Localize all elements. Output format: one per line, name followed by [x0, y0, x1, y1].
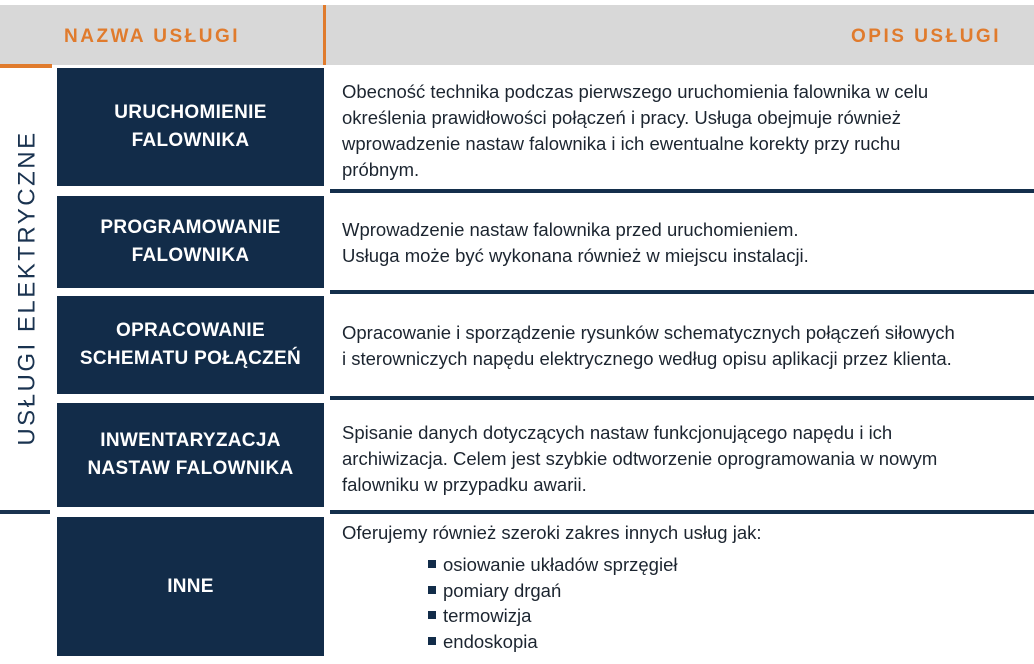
service-description-programowanie: [342, 217, 1034, 269]
service-description-inne: Oferujemy również szeroki zakres innych usług jak:: [342, 522, 762, 543]
description-line: i sterowniczych napędu elektrycznego według opisu aplikacji przez klienta.: [342, 348, 952, 369]
service-name-programowanie: [57, 196, 324, 288]
list-item: [428, 578, 677, 604]
service-name-line: OPRACOWANIE: [116, 320, 265, 341]
category-rule: [0, 510, 50, 514]
description-line: próbnym.: [342, 159, 420, 180]
row-divider: [330, 396, 1034, 400]
description-line: Usługa może być wykonana również w miejscu instalacji.: [342, 245, 809, 266]
header-divider: [323, 5, 326, 65]
row-divider: [330, 510, 1034, 514]
header-service-description: OPIS USŁUGI: [851, 26, 1001, 47]
category-label: [0, 68, 55, 508]
service-name-inne: [57, 517, 324, 656]
service-description-opracowanie: [342, 320, 1034, 372]
description-line: określenia prawidłowości połączeń i pracy. Usługa obejmuje również: [342, 107, 902, 128]
list-item: [428, 603, 677, 629]
other-services-list: [428, 552, 677, 654]
description-line: Spisanie danych dotyczących nastaw funkcjonującego napędu i ich: [342, 422, 893, 443]
service-name-line: FALOWNIKA: [131, 245, 250, 266]
service-name-inwentaryzacja: [57, 403, 324, 507]
description-line: archiwizacja. Celem jest szybkie odtworzenie oprogramowania w nowym: [342, 448, 938, 469]
service-name-uruchomienie: [57, 68, 324, 186]
service-description-inwentaryzacja: [342, 420, 1034, 498]
description-line: wprowadzenie nastaw falownika i ich ewentualne korekty przy ruchu: [342, 133, 901, 154]
description-line: Obecność technika podczas pierwszego uruchomienia falownika w celu: [342, 81, 929, 102]
description-line: Wprowadzenie nastaw falownika przed uruchomieniem.: [342, 219, 799, 240]
service-name-line: URUCHOMIENIE: [114, 102, 267, 123]
description-line: Opracowanie i sporządzenie rysunków schematycznych połączeń siłowych: [342, 322, 955, 343]
list-item: [428, 629, 677, 655]
list-item-text: termowizja: [443, 605, 532, 626]
list-item-text: osiowanie układów sprzęgieł: [443, 554, 678, 575]
service-name-line: SCHEMATU POŁĄCZEŃ: [79, 348, 302, 369]
service-name-line: FALOWNIKA: [131, 130, 250, 151]
row-divider: [330, 290, 1034, 294]
service-name-line: PROGRAMOWANIE: [100, 217, 281, 238]
service-description-uruchomienie: [342, 79, 1034, 183]
service-name-line: INWENTARYZACJA: [100, 430, 281, 451]
header-service-name: NAZWA USŁUGI: [64, 26, 241, 47]
category-label-text: USŁUGI ELEKTRYCZNE: [13, 130, 41, 446]
service-name-line: INNE: [167, 575, 214, 597]
list-item: [428, 552, 677, 578]
list-item-text: pomiary drgań: [443, 579, 562, 601]
service-name-line: NASTAW FALOWNIKA: [87, 458, 294, 479]
description-line: falowniku w przypadku awarii.: [342, 474, 587, 495]
row-divider: [330, 189, 1034, 193]
service-name-opracowanie: [57, 296, 324, 394]
list-item-text: endoskopia: [443, 630, 538, 652]
